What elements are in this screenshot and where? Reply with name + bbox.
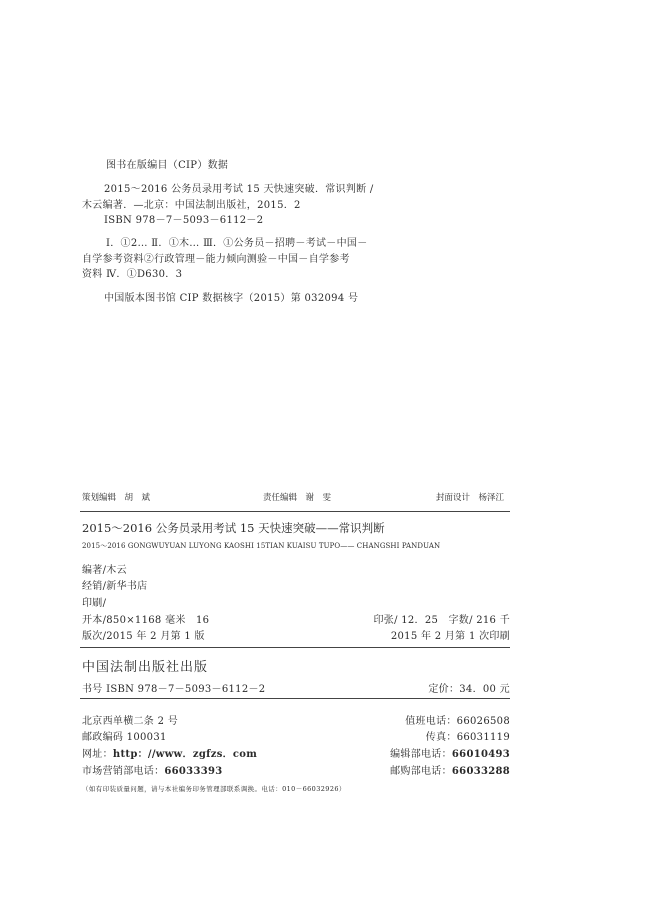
duty-phone: 值班电话：66026508 <box>405 716 510 727</box>
divider-top <box>80 511 510 512</box>
printing: 2015 年 2 月第 1 次印刷 <box>390 631 510 642</box>
cip-subjects-line1: Ⅰ．①2… Ⅱ．①木… Ⅲ．①公务员－招聘－考试－中国－ <box>106 238 368 249</box>
website-label: 网址： <box>82 749 113 760</box>
author: 编著/木云 <box>82 565 127 576</box>
divider-bottom <box>80 698 510 699</box>
website-line <box>82 745 257 760</box>
distributor: 经销/新华书店 <box>82 581 148 592</box>
book-title-pinyin: 2015～2016 GONGWUYUAN LUYONG KAOSHI 15TIAN KUAISU TUPO—— CHANGSHI PANDUAN <box>82 542 441 550</box>
cip-isbn: ISBN 978－7－5093－6112－2 <box>104 215 264 226</box>
book-number: 书号 ISBN 978－7－5093－6112－2 <box>82 684 266 695</box>
edition: 版次/2015 年 2 月第 1 版 <box>82 631 205 642</box>
cip-subjects-line2: 自学参考资料②行政管理－能力倾向测验－中国－自学参考 <box>82 254 350 265</box>
book-title-cn: 2015～2016 公务员录用考试 15 天快速突破——常识判断 <box>82 521 385 535</box>
publisher-name: 中国法制出版社出版 <box>82 660 209 675</box>
address: 北京西单横二条 2 号 <box>82 716 179 727</box>
format: 开本/850×1168 毫米 16 <box>82 615 210 626</box>
mail-order-label: 邮购部电话： <box>390 766 452 777</box>
cip-subjects-line3: 资料 Ⅳ．①D630．3 <box>82 269 183 280</box>
mail-order-phone: 66033288 <box>451 766 510 777</box>
cip-title-line2: 木云编著．—北京：中国法制出版社，2015．2 <box>82 200 301 211</box>
editorial-phone: 66010493 <box>451 749 510 760</box>
footnote: （如有印装质量问题，请与本社编务印务管理部联系调换。电话：010－66032926） <box>82 785 346 793</box>
printer: 印刷/ <box>82 598 107 609</box>
fax: 传真：66031119 <box>425 732 510 743</box>
cover-design: 封面设计 杨泽江 <box>436 493 505 503</box>
responsible-editor: 责任编辑 谢 雯 <box>263 493 332 503</box>
planning-editor: 策划编辑 胡 斌 <box>82 493 151 503</box>
marketing-phone: 66033393 <box>164 766 223 777</box>
mail-order-phone-line <box>390 762 510 777</box>
cip-heading: 图书在版编目（CIP）数据 <box>106 160 229 171</box>
sheets-words: 印张/ 12．25 字数/ 216 千 <box>373 615 510 626</box>
marketing-label: 市场营销部电话： <box>82 766 165 777</box>
editorial-label: 编辑部电话： <box>390 749 452 760</box>
cip-catalog-number: 中国版本图书馆 CIP 数据核字（2015）第 032094 号 <box>104 293 359 304</box>
editorial-phone-line <box>390 745 510 760</box>
cip-title-line1: 2015～2016 公务员录用考试 15 天快速突破．常识判断 / <box>104 184 374 195</box>
divider-middle <box>80 647 510 648</box>
website-link[interactable]: http：//www．zgfzs．com <box>112 749 258 760</box>
marketing-phone-line <box>82 762 222 777</box>
postcode: 邮政编码 100031 <box>82 732 167 743</box>
price: 定价：34．00 元 <box>428 684 510 695</box>
